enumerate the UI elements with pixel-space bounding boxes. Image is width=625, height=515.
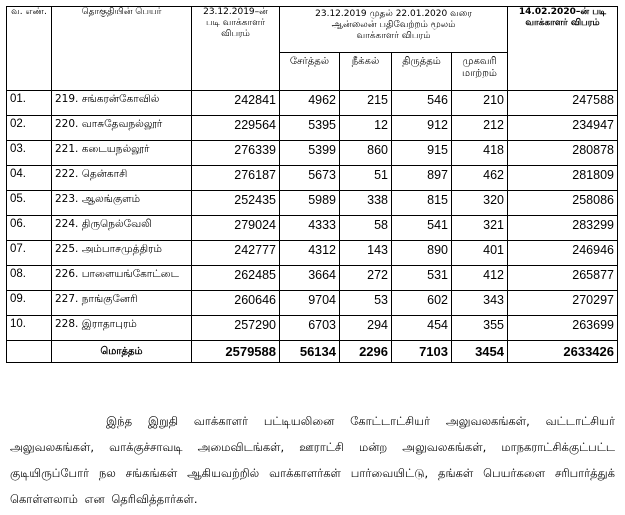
header-address-changed: முகவரி மாற்றம் [452, 53, 508, 91]
row-voters-after: 283299 [508, 216, 618, 241]
row-address-changed: 212 [452, 116, 508, 141]
row-sno: 02. [7, 116, 52, 141]
row-added: 4312 [280, 241, 340, 266]
table-row [7, 291, 618, 316]
row-address-changed: 462 [452, 166, 508, 191]
row-removed: 58 [340, 216, 392, 241]
row-removed: 215 [340, 91, 392, 116]
voter-statistics-table [6, 6, 618, 363]
total-address: 3454 [452, 341, 508, 363]
row-constituency: 223. ஆலங்குளம் [52, 191, 192, 216]
row-sno: 09. [7, 291, 52, 316]
row-added: 4962 [280, 91, 340, 116]
total-after: 2633426 [508, 341, 618, 363]
row-removed: 272 [340, 266, 392, 291]
row-address-changed: 412 [452, 266, 508, 291]
row-voters-before: 229564 [192, 116, 280, 141]
row-address-changed: 343 [452, 291, 508, 316]
header-added: சேர்த்தல் [280, 53, 340, 91]
row-removed: 338 [340, 191, 392, 216]
row-removed: 53 [340, 291, 392, 316]
table-row [7, 166, 618, 191]
row-address-changed: 418 [452, 141, 508, 166]
row-corrected: 454 [392, 316, 452, 341]
row-voters-after: 263699 [508, 316, 618, 341]
row-constituency: 228. இராதாபுரம் [52, 316, 192, 341]
row-added: 3664 [280, 266, 340, 291]
row-voters-before: 242777 [192, 241, 280, 266]
header-voters-after: 14.02.2020–ன் படி வாக்காளர் விபரம் [508, 7, 618, 91]
row-voters-before: 279024 [192, 216, 280, 241]
table-row [7, 316, 618, 341]
row-corrected: 546 [392, 91, 452, 116]
table-row [7, 141, 618, 166]
row-voters-after: 247588 [508, 91, 618, 116]
row-sno: 07. [7, 241, 52, 266]
row-voters-after: 265877 [508, 266, 618, 291]
header-corrected: திருத்தம் [392, 53, 452, 91]
table-row [7, 91, 618, 116]
row-sno: 08. [7, 266, 52, 291]
row-voters-before: 276187 [192, 166, 280, 191]
row-voters-before: 276339 [192, 141, 280, 166]
row-corrected: 531 [392, 266, 452, 291]
row-constituency: 224. திருநெல்வேலி [52, 216, 192, 241]
row-corrected: 815 [392, 191, 452, 216]
table-row [7, 216, 618, 241]
total-sno-cell [7, 341, 52, 363]
row-removed: 12 [340, 116, 392, 141]
row-address-changed: 355 [452, 316, 508, 341]
row-added: 5395 [280, 116, 340, 141]
row-address-changed: 320 [452, 191, 508, 216]
row-added: 5989 [280, 191, 340, 216]
table-row [7, 241, 618, 266]
row-sno: 05. [7, 191, 52, 216]
row-address-changed: 401 [452, 241, 508, 266]
row-added: 4333 [280, 216, 340, 241]
row-corrected: 541 [392, 216, 452, 241]
row-voters-after: 280878 [508, 141, 618, 166]
header-constituency: தொகுதியின் பெயர் [52, 7, 192, 91]
row-corrected: 897 [392, 166, 452, 191]
row-voters-before: 252435 [192, 191, 280, 216]
table-row [7, 191, 618, 216]
row-constituency: 221. கடையநல்லூர் [52, 141, 192, 166]
row-removed: 294 [340, 316, 392, 341]
row-constituency: 225. அம்பாசமுத்திரம் [52, 241, 192, 266]
total-removed: 2296 [340, 341, 392, 363]
row-removed: 860 [340, 141, 392, 166]
row-voters-after: 281809 [508, 166, 618, 191]
header-voters-before: 23.12.2019–ன் படி வாக்காளர் விபரம் [192, 7, 280, 91]
row-voters-before: 242841 [192, 91, 280, 116]
row-constituency: 226. பாளையங்கோட்டை [52, 266, 192, 291]
row-voters-after: 258086 [508, 191, 618, 216]
row-constituency: 219. சங்கரன்கோவில் [52, 91, 192, 116]
table-row [7, 116, 618, 141]
row-constituency: 222. தென்காசி [52, 166, 192, 191]
total-corrected: 7103 [392, 341, 452, 363]
row-added: 9704 [280, 291, 340, 316]
header-removed: நீக்கல் [340, 53, 392, 91]
row-corrected: 915 [392, 141, 452, 166]
row-corrected: 602 [392, 291, 452, 316]
total-added: 56134 [280, 341, 340, 363]
announcement-paragraph [10, 408, 615, 512]
row-added: 5399 [280, 141, 340, 166]
row-sno: 01. [7, 91, 52, 116]
row-voters-after: 234947 [508, 116, 618, 141]
row-voters-after: 246946 [508, 241, 618, 266]
table-row [7, 266, 618, 291]
row-constituency: 220. வாசுதேவநல்லூர் [52, 116, 192, 141]
row-address-changed: 210 [452, 91, 508, 116]
row-voters-before: 262485 [192, 266, 280, 291]
table-body [7, 91, 618, 341]
row-voters-before: 257290 [192, 316, 280, 341]
announcement-text: இந்த இறுதி வாக்காளர் பட்டியலினை கோட்டாட்சியர் அலுவலகங்கள், வட்டாட்சியர் அலுவலகங்கள், வாக்குச்சாவடி அமைவிடங்கள், ஊராட்சி மன்ற அலுவலகங்கள், மாநகராட்சிக்குட்பட்ட குடியிருப்போர் நல சங்கங்கள் ஆகியவற்றில் வாக்காளர்கள் பார்வையிட்டு, தங்கள் பெயர்களை சரிபார்த்துக் கொள்ளலாம் என தெரிவித்தார்கள். [10, 414, 615, 506]
row-sno: 04. [7, 166, 52, 191]
total-row [7, 341, 618, 363]
row-sno: 06. [7, 216, 52, 241]
total-before: 2579588 [192, 341, 280, 363]
row-voters-after: 270297 [508, 291, 618, 316]
row-corrected: 890 [392, 241, 452, 266]
total-label: மொத்தம் [52, 341, 192, 363]
row-removed: 51 [340, 166, 392, 191]
row-corrected: 912 [392, 116, 452, 141]
row-sno: 03. [7, 141, 52, 166]
row-removed: 143 [340, 241, 392, 266]
row-constituency: 227. நாங்குனேரி [52, 291, 192, 316]
row-added: 6703 [280, 316, 340, 341]
header-sno: வ. எண். [7, 7, 52, 91]
row-address-changed: 321 [452, 216, 508, 241]
row-added: 5673 [280, 166, 340, 191]
row-voters-before: 260646 [192, 291, 280, 316]
row-sno: 10. [7, 316, 52, 341]
header-revision: 23.12.2019 முதல் 22.01.2020 வரை ஆன்லைன் பதிவேற்றம் மூலம் வாக்காளர் விபரம் [280, 7, 508, 53]
